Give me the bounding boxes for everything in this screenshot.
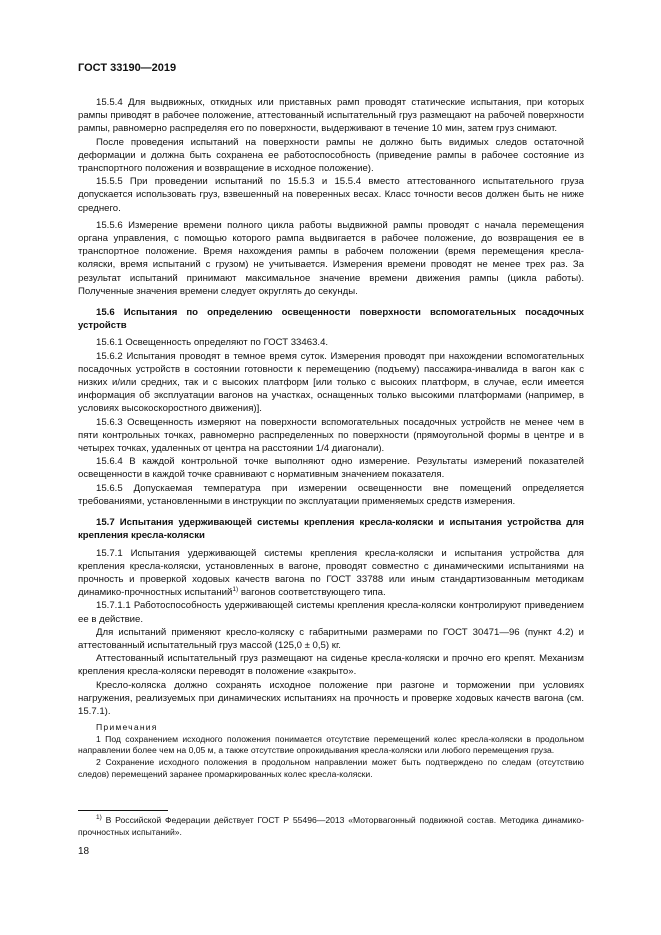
notes-block bbox=[78, 722, 584, 780]
paragraph-15-5-4: 15.5.4 Для выдвижных, откидных или приставных рамп проводят статические испытания, при которых рампы приводят в рабочее положение, аттестованный испытательный груз размещают на рабочей поверхности рампы, равномерно распределяя его по поверхности, выдерживают в течение 10 мин, затем груз снимают. bbox=[78, 97, 584, 135]
paragraph-15-5-5: 15.5.5 При проведении испытаний по 15.5.3 и 15.5.4 вместо аттестованного испытательного груза допускается использовать груз, взвешенный на поверенных весах. Класс точности весов должен быть не ниже среднего. bbox=[78, 176, 584, 214]
paragraph-initial-position: Кресло-коляска должно сохранять исходное положение при разгоне и торможении при условиях нагружения, реализуемых при динамических испытаниях на прочность и проверке ходовых качеств вагона (см. 15.7.1). bbox=[78, 679, 584, 717]
paragraph-15-6-1: 15.6.1 Освещенность определяют по ГОСТ 33463.4. bbox=[96, 337, 329, 349]
note-2: 2 Сохранение исходного положения в продольном направлении может быть подтверждено по следам (отсутствию следов) перемещений заранее промаркированных колес кресла-коляски. bbox=[78, 756, 584, 779]
footnote-reference: 1) bbox=[232, 585, 239, 593]
paragraph-15-6-3: 15.6.3 Освещенность измеряют на поверхности вспомогательных посадочных устройств не менее чем в пяти контрольных точках, равномерно распределенных по поверхности (прямоугольной формы в центре и в четырех точках, удаленных от центра на расстоянии 1/4 диагонали). bbox=[78, 416, 584, 455]
paragraph-test-wheelchair: Для испытаний применяют кресло-коляску с габаритными размерами по ГОСТ 30471—96 (пункт 4.2) и аттестованный испытательный груз массой (125,0 ± 0,5) кг. bbox=[78, 626, 584, 651]
footnote-text: В Российской Федерации действует ГОСТ Р 55496—2013 «Моторвагонный подвижной состав. Методика динамико-прочностных испытаний». bbox=[78, 815, 584, 837]
paragraph-15-7-1 bbox=[78, 547, 584, 600]
notes-title: Примечания bbox=[96, 722, 158, 733]
paragraph-15-7-1-tail: вагонов соответствующего типа. bbox=[238, 587, 386, 599]
paragraph-15-7-1-1: 15.7.1.1 Работоспособность удерживающей системы крепления кресла-коляски контролируют приведением ее в действие. bbox=[78, 600, 584, 625]
footnote bbox=[78, 815, 584, 838]
section-heading-15-7: 15.7 Испытания удерживающей системы крепления кресла-коляски и испытания устройства для крепления кресла-коляски bbox=[78, 517, 584, 542]
paragraph-15-6-4: 15.6.4 В каждой контрольной точке выполняют одно измерение. Результаты измерений показателей освещенности в каждой точке сравнивают с нормативным значением показателя. bbox=[78, 456, 584, 481]
paragraph-test-load: Аттестованный испытательный груз размещают на сиденье кресла-коляски и прочно его крепят. Механизм крепления кресла-коляски переводят в положение «закрыто». bbox=[78, 653, 584, 678]
paragraph-15-7-1-text: 15.7.1 Испытания удерживающей системы крепления кресла-коляски и испытания устройства для крепления кресла-коляски, установленных в вагоне, проводят совместно с динамическими испытаниями на прочность и проверкой ходовых качеств вагона по ГОСТ 33788 или иным стандартизованным методикам динамико-прочностных испытаний bbox=[78, 547, 584, 599]
footnote-separator bbox=[78, 810, 168, 811]
paragraph-15-6-5: 15.6.5 Допускаемая температура при измерении освещенности вне помещений определяется требованиями, установленными в инструкции по эксплуатации применяемых средств измерения. bbox=[78, 482, 584, 507]
paragraph-residual-deformation: После проведения испытаний на поверхности рампы не должно быть видимых следов остаточной деформации и должна быть сохранена ее работоспособность (приведение рампы в рабочее состояние из транспортного положения и возвращение в исходное положение). bbox=[78, 136, 584, 175]
paragraph-15-5-6: 15.5.6 Измерение времени полного цикла работы выдвижной рампы проводят с начала перемещения органа управления, с помощью которого рампа выдвигается в рабочее положение, до возвращения ее в транспортное положение. Время нахождения рампы в рабочем положении (время перемещения кресла-коляски, время испытаний с грузом) не учитывается. Измерения времени проводят не менее трех раз. За результат испытаний принимают максимальное значение времени движения рампы (цикла работы). Полученные значения времени следует округлять до секунды. bbox=[78, 219, 584, 297]
document-header: ГОСТ 33190—2019 bbox=[78, 62, 177, 74]
paragraph-15-6-2: 15.6.2 Испытания проводят в темное время суток. Измерения проводят при нахождении вспомогательных посадочных устройств в состоянии готовности к перемещению (подъему) пассажира-инвалида в вагон как с низких и/или средних, так и с высоких платформ [или только с высоких платформ, в случае, если имеется информация об эксплуатации вагонов на участках, оснащенных только высокими платформами (например, в условиях высокоскоростного движения)]. bbox=[78, 350, 584, 415]
section-heading-15-6: 15.6 Испытания по определению освещенности поверхности вспомогательных посадочных устройств bbox=[78, 307, 584, 332]
footnote-mark: 1) bbox=[96, 814, 102, 822]
page-number: 18 bbox=[78, 846, 90, 857]
note-1: 1 Под сохранением исходного положения понимается отсутствие перемещений колес кресла-коляски в продольном направлении более чем на 0,05 м, а также отсутствие опрокидывания кресла-коляски или любого перемещения груза. bbox=[78, 733, 584, 756]
document-body bbox=[78, 96, 584, 780]
